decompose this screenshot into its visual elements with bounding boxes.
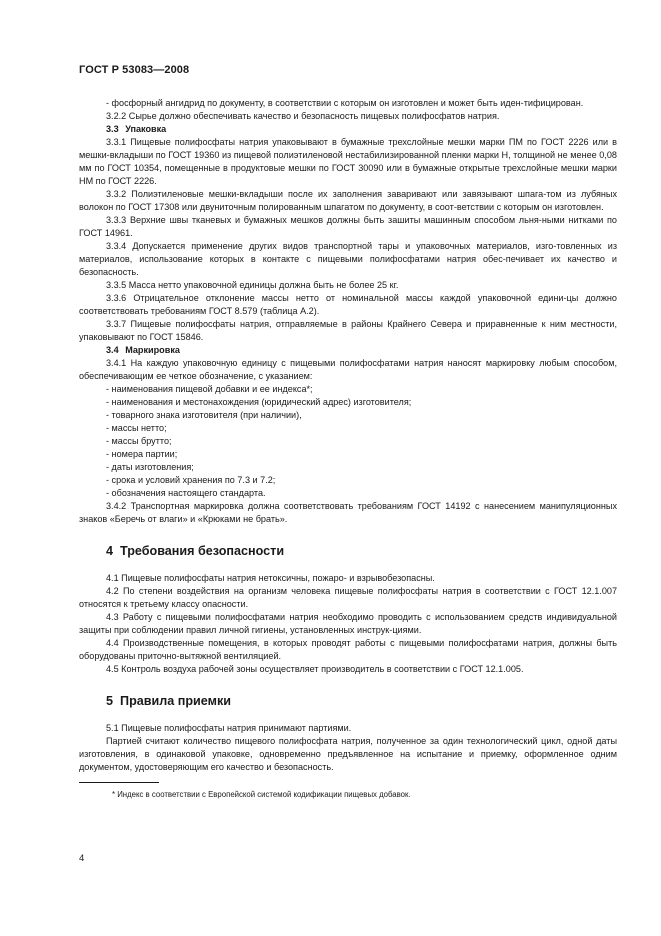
section-title: Правила приемки xyxy=(120,694,231,708)
paragraph-4-1: 4.1 Пищевые полифосфаты натрия нетоксичны, пожаро- и взрывобезопасны. xyxy=(106,573,435,583)
list-item: - массы брутто; xyxy=(106,436,172,446)
subsection-title: Упаковка xyxy=(125,124,167,134)
paragraph-5-1: 5.1 Пищевые полифосфаты натрия принимают партиями. xyxy=(106,723,352,733)
paragraph-3-4-2: 3.4.2 Транспортная маркировка должна соответствовать требованиям ГОСТ 14192 с нанесением манипуляционных знаков «Беречь от влаги» и «Крюками не брать». xyxy=(79,501,617,524)
list-item: - товарного знака изготовителя (при наличии), xyxy=(106,410,302,420)
paragraph-4-4: 4.4 Производственные помещения, в которых проводят работы с пищевыми полифосфатами натрия, должны быть оборудованы приточно-вытяжной вентиляцией. xyxy=(79,638,617,661)
list-item: - обозначения настоящего стандарта. xyxy=(106,488,266,498)
section-number: 5 xyxy=(106,694,114,708)
document-header: ГОСТ Р 53083—2008 xyxy=(79,64,190,76)
section-title: Требования безопасности xyxy=(120,544,285,558)
paragraph-3-3-7: 3.3.7 Пищевые полифосфаты натрия, отправляемые в районы Крайнего Севера и приравненные к ним местности, упаковывают по ГОСТ 15846. xyxy=(79,319,617,342)
list-item: - наименования и местонахождения (юридический адрес) изготовителя; xyxy=(106,397,412,407)
paragraph-4-2: 4.2 По степени воздействия на организм человека пищевые полифосфаты натрия в соответствии с ГОСТ 12.1.007 относятся к третьему классу опасности. xyxy=(79,586,617,609)
paragraph-3-3-2: 3.3.2 Полиэтиленовые мешки-вкладыши после их заполнения заваривают или завязывают шпага-том из лубяных волокон по ГОСТ 17308 или двуниточным полированным шпагатом по документу, в соот-ветствии с которым он изготовлен. xyxy=(79,189,617,212)
paragraph-5-2: Партией считают количество пищевого полифосфата натрия, полученное за один технологический цикл, одной даты изготовления, в одинаковой упаковке, одновременно предъявленное на испытание и приемку, оформленное одним документом, удостоверяющим его качество и безопасность. xyxy=(79,736,617,772)
list-item: - массы нетто; xyxy=(106,423,167,433)
page-body xyxy=(79,97,617,800)
subsection-heading-3-3 xyxy=(79,123,617,136)
spacer xyxy=(79,709,617,722)
list-item: - номера партии; xyxy=(106,449,178,459)
subsection-title: Маркировка xyxy=(125,345,180,355)
paragraph-3-3-4: 3.3.4 Допускается применение других видов транспортной тары и упаковочных материалов, изго-товленных из материалов, использование которых в контакте с пищевыми полифосфатами натрия обес-печивает их качество и безопасность. xyxy=(79,241,617,277)
paragraph-3-4-1: 3.4.1 На каждую упаковочную единицу с пищевыми полифосфатами натрия наносят маркировку любым способом, обеспечивающим ее четкое обозначение, с указанием: xyxy=(79,358,617,381)
list-item: - даты изготовления; xyxy=(106,462,194,472)
list-item: - наименования пищевой добавки и ее индекса*; xyxy=(106,384,313,394)
list-item: - срока и условий хранения по 7.3 и 7.2; xyxy=(106,475,276,485)
subsection-heading-3-4 xyxy=(79,344,617,357)
subsection-number: 3.4 xyxy=(106,345,119,355)
spacer xyxy=(79,559,617,572)
paragraph-4-3: 4.3 Работу с пищевыми полифосфатами натрия необходимо проводить с использованием средств индивидуальной защиты при соблюдении правил личной гигиены, установленных инструк-циями. xyxy=(79,612,617,635)
spacer xyxy=(79,526,617,543)
paragraph: - фосфорный ангидрид по документу, в соответствии с которым он изготовлен и может быть иден-тифицирован. xyxy=(106,98,584,108)
footnote: * Индекс в соответствии с Европейской системой кодификации пищевых добавок. xyxy=(112,790,411,799)
section-number: 4 xyxy=(106,544,114,558)
spacer xyxy=(79,676,617,693)
footnote-divider xyxy=(79,782,159,783)
subsection-number: 3.3 xyxy=(106,124,119,134)
paragraph-3-3-3: 3.3.3 Верхние швы тканевых и бумажных мешков должны быть зашиты машинным способом льня-ными нитками по ГОСТ 14961. xyxy=(79,215,617,238)
paragraph-4-5: 4.5 Контроль воздуха рабочей зоны осуществляет производитель в соответствии с ГОСТ 12.1.005. xyxy=(106,664,524,674)
section-heading-4 xyxy=(79,543,617,559)
paragraph-3-3-1: 3.3.1 Пищевые полифосфаты натрия упаковывают в бумажные трехслойные мешки марки ПМ по ГОСТ 2226 или в мешки-вкладыши по ГОСТ 19360 из пищевой полиэтиленовой нестабилизированной пленки марки Н, толщиной не менее 0,08 мм по ГОСТ 10354, помещенные в продуктовые мешки по ГОСТ 30090 или в бумажные открытые трехслойные мешки марки НМ по ГОСТ 2226. xyxy=(79,137,617,186)
paragraph-3-3-5: 3.3.5 Масса нетто упаковочной единицы должна быть не более 25 кг. xyxy=(106,280,399,290)
page-number: 4 xyxy=(79,853,85,864)
paragraph-3-2-2: 3.2.2 Сырье должно обеспечивать качество и безопасность пищевых полифосфатов натрия. xyxy=(106,111,500,121)
section-heading-5 xyxy=(79,693,617,709)
paragraph-3-3-6: 3.3.6 Отрицательное отклонение массы нетто от номинальной массы каждой упаковочной едини-цы должно соответствовать требованиям ГОСТ 8.579 (таблица А.2). xyxy=(79,293,617,316)
